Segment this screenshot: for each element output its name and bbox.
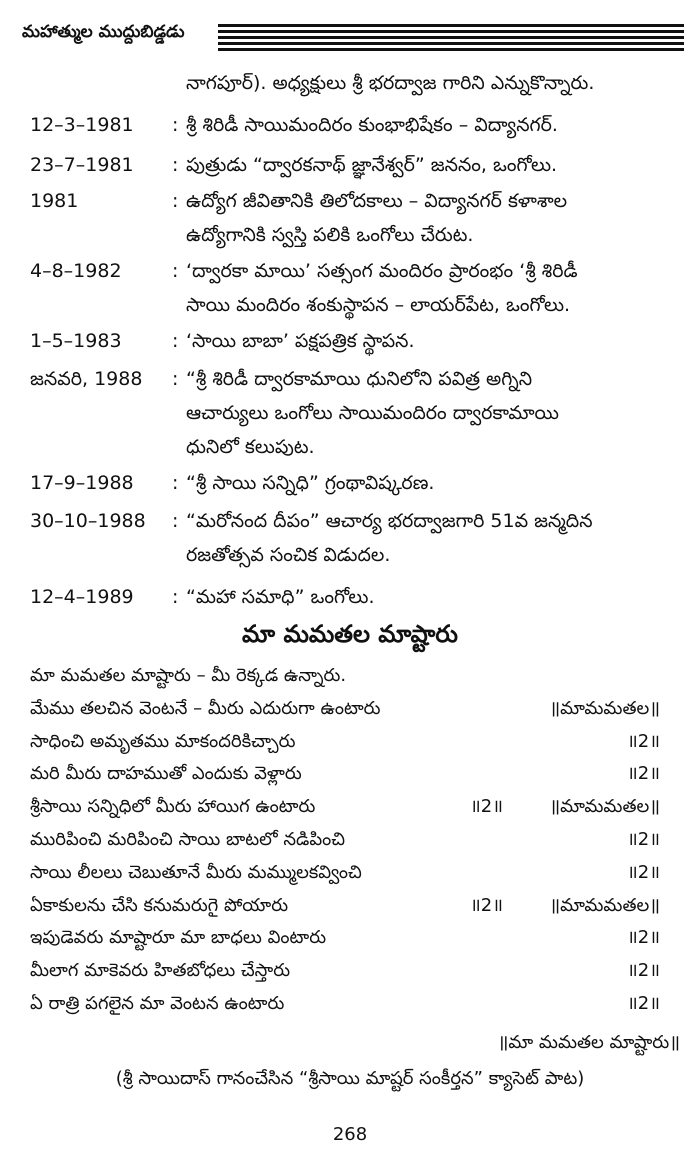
entry-date: 12–3–1981 <box>30 114 134 136</box>
entry-colon: : <box>172 472 179 494</box>
entry-date: 1981 <box>30 190 79 212</box>
entry-date: 17–9–1988 <box>30 472 134 494</box>
lyric-text: మా మమతల మాష్టారు – మీ రెక్కడ ఉన్నారు. <box>30 665 347 686</box>
entry-text-line: ‘సాయి బాబా’ పక్షపత్రిక స్థాపన. <box>186 330 415 352</box>
entry-date: జనవరి, 1988 <box>30 368 143 390</box>
song-lyrics <box>30 660 660 1021</box>
page-number: 268 <box>332 1124 368 1145</box>
lyric-line <box>30 791 660 824</box>
lyric-text: మరి మీరు దాహముతో ఎందుకు వెళ్లారు <box>30 763 302 785</box>
lyric-repeat-marker: ॥2॥ <box>626 828 660 850</box>
lyric-line <box>30 922 660 955</box>
lyric-text: శ్రీసాయి సన్నిధిలో మీరు హాయిగ ఉంటారు <box>30 796 316 818</box>
lyric-refrain-marker: ॥మామమతల॥ <box>549 697 660 719</box>
lyric-text: మీలాగ మాకెవరు హితబోధలు చేస్తారు <box>30 960 291 982</box>
lyric-line <box>30 758 660 791</box>
song-title: మా మమతల మాష్టారు <box>242 620 458 648</box>
lyric-text: ఏ రాత్రి పగలైన మా వెంటన ఉంటారు <box>30 992 285 1014</box>
lyric-repeat-marker: ॥2॥ <box>470 894 504 916</box>
entry-text-line: ఆచార్యులు ఒంగోలు సాయిమందిరం ద్వారకామాయి <box>186 402 559 424</box>
lyric-line <box>30 693 660 726</box>
song-credit: (శ్రీ సాయిదాస్ గానంచేసిన “శ్రీసాయి మాష్టర్ సంకీర్తన” క్యాసెట్ పాట) <box>115 1068 585 1089</box>
entry-text-line: రజతోత్సవ సంచిక విడుదల. <box>186 544 391 566</box>
lyric-refrain-marker: ॥మామమతల॥ <box>549 796 660 818</box>
lyric-line <box>30 890 660 923</box>
lyric-line <box>30 660 660 693</box>
entry-colon: : <box>172 114 179 136</box>
entry-date: 12–4–1989 <box>30 586 134 608</box>
running-header <box>22 14 684 54</box>
lyric-repeat-marker: ॥2॥ <box>626 927 660 949</box>
lyric-line <box>30 988 660 1021</box>
entry-text-line: ధునిలో కలుపుట. <box>186 436 315 458</box>
entry-text-line: ‘ద్వారకా మాయి’ సత్సంగ మందిరం ప్రారంభం ‘శ్రీ శిరిడీ <box>186 260 578 282</box>
entry-text-line: ఉద్యోగ జీవితానికి తిలోదకాలు – విద్యానగర్ కళాశాల <box>186 190 568 212</box>
lyric-line <box>30 726 660 759</box>
entry-text-line: “శ్రీ సాయి సన్నిధి” గ్రంథావిష్కరణ. <box>186 472 435 494</box>
entry-colon: : <box>172 586 179 608</box>
lyric-refrain-marker: ॥మామమతల॥ <box>549 894 660 916</box>
entry-text-line: “శ్రీ శిరిడీ ద్వారకామాయి ధునిలోని పవిత్ర అగ్నిని <box>186 368 533 390</box>
lyric-repeat-marker: ॥2॥ <box>626 992 660 1014</box>
lyric-line <box>30 955 660 988</box>
entry-text-line: సాయి మందిరం శంకుస్థాపన – లాయర్‌పేట, ఒంగోలు. <box>186 294 571 316</box>
entry-colon: : <box>172 330 179 352</box>
entry-colon: : <box>172 368 179 390</box>
entry-colon: : <box>172 154 179 176</box>
entry-colon: : <box>172 260 179 282</box>
entry-text-line: శ్రీ శిరిడీ సాయిమందిరం కుంభాభిషేకం – విద్యానగర్. <box>186 114 558 136</box>
lyric-text: మురిపించి మరిపించి సాయి బాటలో నడిపించి <box>30 828 346 850</box>
entry-date: 23–7–1981 <box>30 154 134 176</box>
entry-colon: : <box>172 190 179 212</box>
entry-colon: : <box>172 510 179 532</box>
lyric-text: సాయి లీలలు చెబుతూనే మీరు మమ్ములకవ్వించి <box>30 861 362 883</box>
lyric-repeat-marker: ॥2॥ <box>470 796 504 818</box>
lyric-repeat-marker: ॥2॥ <box>626 763 660 785</box>
lyric-line <box>30 857 660 890</box>
entry-text-line: “మరోనంద దీపం” ఆచార్య భరద్వాజగారి 51వ జన్మదిన <box>186 510 593 532</box>
lyric-text: సాధించి అమృతము మాకందరికిచ్చారు <box>30 730 296 752</box>
entry-text-line: ఉద్యోగానికి స్వస్తి పలికి ఒంగోలు చేరుట. <box>186 224 474 246</box>
lyric-text: ఇపుడెవరు మాష్టారూ మా బాధలు వింటారు <box>30 927 327 949</box>
lyric-line <box>30 824 660 857</box>
entry-date: 1–5–1983 <box>30 330 122 352</box>
lyric-repeat-marker: ॥2॥ <box>626 960 660 982</box>
running-header-title: మహాత్ముల ముద్దుబిడ్డడు <box>22 22 185 42</box>
entry-text-line: “మహా సమాధి” ఒంగోలు. <box>186 586 375 608</box>
lyric-text: మేము తలచిన వెంటనే – మీరు ఎదురుగా ఉంటారు <box>30 697 381 719</box>
header-rule-lines <box>218 24 684 52</box>
entry-text-line: నాగపూర్). అధ్యక్షులు శ్రీ భరద్వాజ గారిని ఎన్నుకొన్నారు. <box>186 72 595 94</box>
lyric-repeat-marker: ॥2॥ <box>626 861 660 883</box>
lyric-text: ఏకాకులను చేసి కనుమరుగై పోయారు <box>30 894 289 916</box>
song-refrain: ॥మా మమతల మాష్టారు॥ <box>497 1032 680 1053</box>
entry-date: 4–8–1982 <box>30 260 122 282</box>
entry-date: 30–10–1988 <box>30 510 146 532</box>
entry-text-line: పుత్రుడు “ద్వారకనాథ్ జ్ఞానేశ్వర్” జననం, ఒంగోలు. <box>186 154 558 176</box>
lyric-repeat-marker: ॥2॥ <box>626 730 660 752</box>
